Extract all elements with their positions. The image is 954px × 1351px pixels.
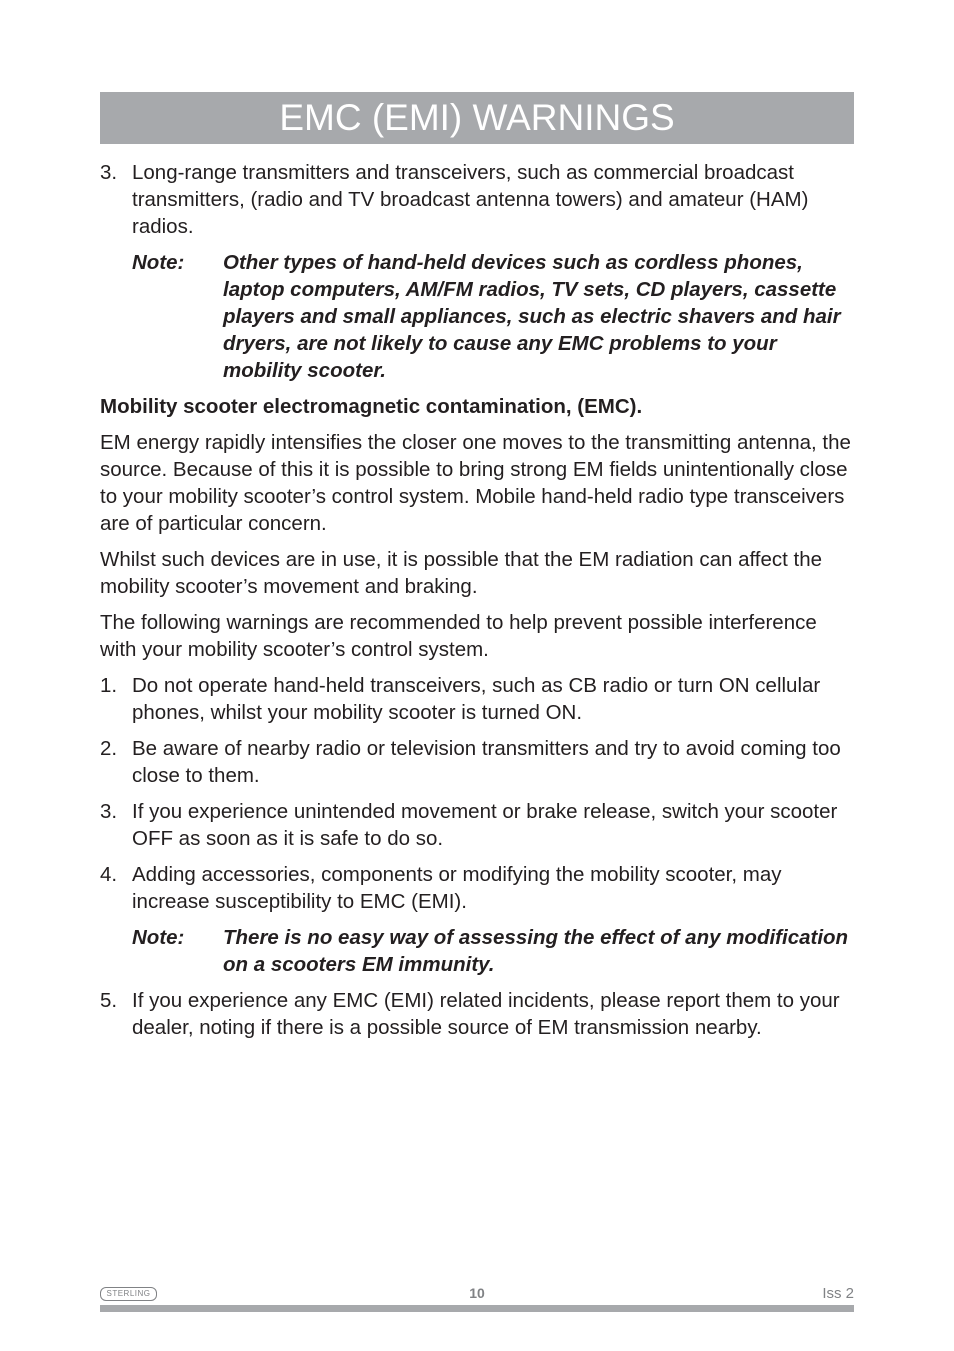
document-body bbox=[100, 159, 854, 1050]
list-item bbox=[100, 861, 854, 915]
note-block bbox=[132, 249, 854, 384]
note-text: Other types of hand-held devices such as cordless phones, laptop computers, AM/FM radios, TV sets, CD players, cassette players and small appliances, such as electric shavers and hair dryers, are not likely to cause any EMC problems to your mobility scooter. bbox=[223, 251, 841, 382]
title-bar bbox=[100, 92, 854, 144]
list-text: If you experience any EMC (EMI) related incidents, please report them to your dealer, noting if there is a possible source of EM transmission nearby. bbox=[132, 989, 840, 1039]
brand-logo: STERLING bbox=[100, 1287, 157, 1301]
list-text: Long-range transmitters and transceivers, such as commercial broadcast transmitters, (radio and TV broadcast antenna towers) and amateur (HAM) radios. bbox=[132, 161, 809, 238]
note-label: Note: bbox=[132, 251, 185, 274]
page-title: EMC (EMI) WARNINGS bbox=[279, 97, 675, 138]
list-number: 4. bbox=[100, 863, 118, 886]
list-text: Do not operate hand-held transceivers, such as CB radio or turn ON cellular phones, whilst your mobility scooter is turned ON. bbox=[132, 674, 821, 724]
page-footer bbox=[100, 1284, 854, 1304]
list-item bbox=[100, 159, 854, 240]
note-text: There is no easy way of assessing the effect of any modification on a scooters EM immunity. bbox=[223, 926, 849, 976]
paragraph: The following warnings are recommended to help prevent possible interference with your mobility scooter’s control system. bbox=[100, 611, 817, 661]
issue-label: Iss 2 bbox=[822, 1285, 854, 1302]
footer-divider bbox=[100, 1305, 854, 1312]
list-text: If you experience unintended movement or brake release, switch your scooter OFF as soon as it is safe to do so. bbox=[132, 800, 838, 850]
list-text: Adding accessories, components or modifying the mobility scooter, may increase susceptibility to EMC (EMI). bbox=[132, 863, 782, 913]
list-item bbox=[100, 798, 854, 852]
paragraph: Whilst such devices are in use, it is possible that the EM radiation can affect the mobility scooter’s movement and braking. bbox=[100, 548, 823, 598]
section-heading: Mobility scooter electromagnetic contamination, (EMC). bbox=[100, 395, 643, 418]
list-number: 1. bbox=[100, 674, 118, 697]
note-block bbox=[132, 924, 854, 978]
note-label: Note: bbox=[132, 926, 185, 949]
list-item bbox=[100, 735, 854, 789]
list-item bbox=[100, 987, 854, 1041]
list-number: 5. bbox=[100, 989, 118, 1012]
list-text: Be aware of nearby radio or television transmitters and try to avoid coming too close to them. bbox=[132, 737, 841, 787]
list-number: 2. bbox=[100, 737, 118, 760]
page-number: 10 bbox=[469, 1285, 485, 1301]
list-number: 3. bbox=[100, 161, 118, 184]
list-item bbox=[100, 672, 854, 726]
paragraph: EM energy rapidly intensifies the closer one moves to the transmitting antenna, the source. Because of this it is possible to bring strong EM fields unintentionally close to your mobility scooter’s control system. Mobile hand-held radio type transceivers are of particular concern. bbox=[100, 431, 851, 535]
list-number: 3. bbox=[100, 800, 118, 823]
